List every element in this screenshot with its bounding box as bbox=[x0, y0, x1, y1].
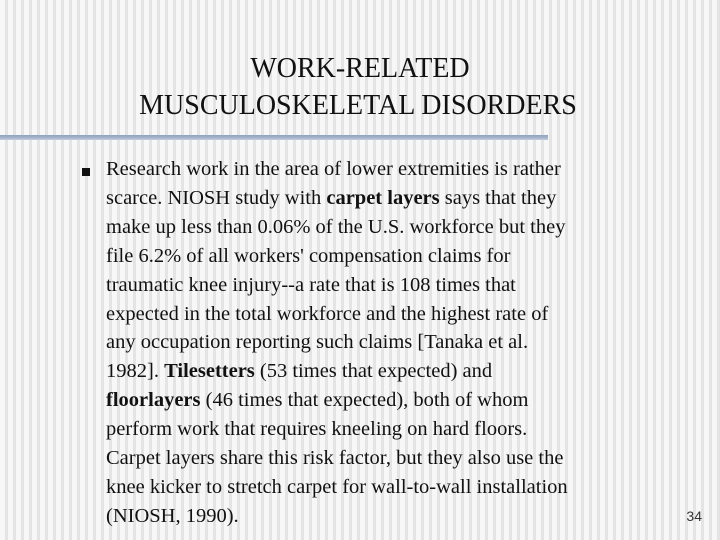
text-run: make up less than 0.06% of the U.S. workforce but they bbox=[106, 215, 566, 238]
text-run: any occupation reporting such claims [Tanaka et al. bbox=[106, 331, 529, 354]
bullet-text-line bbox=[106, 473, 666, 502]
bullet-text-line bbox=[106, 502, 666, 531]
bullet-text-line bbox=[106, 444, 666, 473]
bullet-text-line bbox=[106, 271, 666, 300]
text-run: perform work that requires kneeling on hard floors. bbox=[106, 418, 528, 441]
bullet-text-line bbox=[106, 357, 666, 386]
bullet-text-line bbox=[106, 328, 666, 357]
bullet-text-line bbox=[106, 415, 666, 444]
slide-title-line-2: MUSCULOSKELETAL DISORDERS bbox=[139, 90, 577, 121]
text-run: says that they bbox=[439, 186, 557, 209]
bullet-text-line bbox=[106, 242, 666, 271]
slide-title bbox=[0, 50, 720, 124]
text-run: 1982]. bbox=[106, 360, 165, 383]
text-run: Research work in the area of lower extremities is rather bbox=[106, 158, 561, 180]
text-run: Carpet layers share this risk factor, but they also use the bbox=[106, 447, 564, 470]
text-run: (46 times that expected), both of whom bbox=[200, 389, 529, 412]
text-run: scarce. NIOSH study with bbox=[106, 186, 327, 209]
text-run: (53 times that expected) and bbox=[254, 360, 493, 383]
bold-term: floorlayers bbox=[106, 389, 201, 412]
bullet-text-line bbox=[106, 184, 666, 213]
text-run: knee kicker to stretch carpet for wall-to-wall installation bbox=[106, 475, 568, 498]
bold-term: Tilesetters bbox=[164, 360, 255, 383]
page-number: 34 bbox=[686, 508, 702, 524]
text-run: expected in the total workforce and the highest rate of bbox=[106, 302, 549, 325]
bold-term: carpet layers bbox=[326, 186, 440, 209]
text-run: file 6.2% of all workers' compensation claims for bbox=[106, 244, 511, 267]
slide-title-line-1: WORK-RELATED bbox=[250, 53, 470, 84]
bullet-text-line bbox=[106, 300, 666, 329]
bullet-text-line bbox=[106, 155, 666, 184]
square-bullet-icon bbox=[82, 168, 90, 176]
bullet-paragraph bbox=[106, 155, 666, 531]
bullet-text-line bbox=[106, 213, 666, 242]
text-run: (NIOSH, 1990). bbox=[106, 504, 239, 527]
title-divider bbox=[0, 135, 548, 140]
text-run: traumatic knee injury--a rate that is 108 times that bbox=[106, 273, 516, 296]
bullet-text-line bbox=[106, 386, 666, 415]
